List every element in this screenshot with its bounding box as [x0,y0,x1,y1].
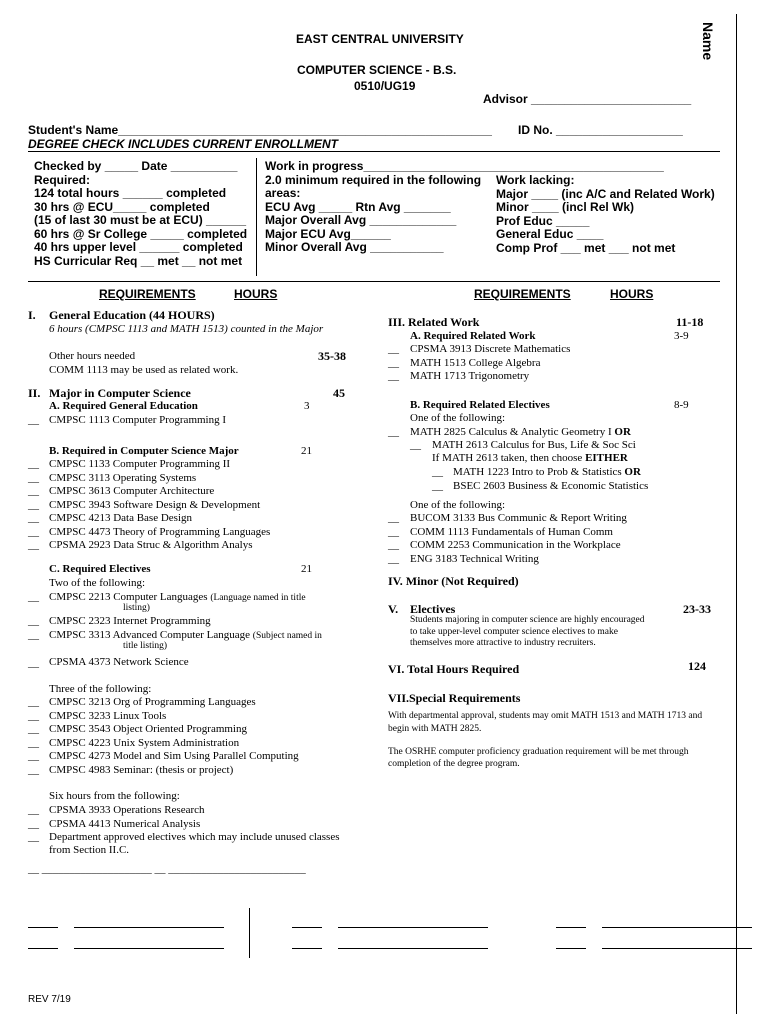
related-b-title: B. Required Related Electives [410,399,550,411]
math-2613-condition: If MATH 2613 taken, then choose EITHER [432,452,628,464]
list-item: Students majoring in computer science are highly encouraged [410,615,645,625]
right-requirements-header: REQUIREMENTS [474,287,571,301]
list-item: General Educ ____ [496,227,604,241]
checkbox-blank[interactable]: __ [410,439,421,451]
list-item: Major ECU Avg______ [265,226,391,241]
list-item: areas: [265,186,301,200]
signature-line[interactable] [556,948,586,949]
two-of-following: Two of the following: [49,577,146,589]
list-item: CMPSC 3213 Org of Programming Languages [49,696,256,708]
special-req-p1a: With departmental approval, students may omit MATH 1513 and MATH 1713 and [388,711,703,721]
checkbox-blank[interactable]: __ [388,539,399,551]
three-of-following: Three of the following: [49,683,152,695]
signature-line[interactable] [28,927,58,928]
checkbox-blank[interactable]: __ [28,709,39,722]
list-item: CMPSC 3233 Linux Tools [49,709,167,722]
revision-label: REV 7/19 [28,994,71,1005]
signature-line[interactable] [556,927,586,928]
section-1-number: I. [28,308,36,322]
special-req-p2b: completion of the degree program. [388,759,520,769]
checkbox-blank[interactable]: __ [28,696,39,708]
checkbox-blank[interactable]: __ [28,736,39,749]
list-item: 30 hrs @ ECU_____ completed [34,199,210,214]
list-item: CMPSC 1113 Computer Programming I [49,414,227,426]
signature-line[interactable] [292,948,322,949]
checkbox-blank[interactable]: __ [28,512,39,524]
checkbox-blank[interactable]: __ [432,466,443,478]
student-name-field[interactable]: Student's Name________________________________________________________ [28,123,492,137]
related-a-hours: 3-9 [674,330,689,342]
special-req-p1b: begin with MATH 2825. [388,724,482,734]
checkbox-blank[interactable]: __ [432,480,443,492]
list-item: Checked by _____ Date __________ [34,159,238,173]
list-item: CMPSC 4223 Unix System Administration [49,736,240,749]
checkbox-blank[interactable]: __ [388,356,399,369]
blank-entry-lines[interactable]: __ ____________________ __ _________________________ [28,863,306,875]
checkbox-blank[interactable]: __ [28,723,39,735]
signature-line[interactable] [338,927,488,928]
list-item: Major Overall Avg _____________ [265,213,457,227]
section-3-hours: 11-18 [676,315,704,329]
course-math-2613: MATH 2613 Calculus for Bus, Life & Soc Sci [432,439,636,451]
list-item: CPSMA 4413 Numerical Analysis [49,817,201,830]
signature-divider [249,908,250,958]
checkbox-blank[interactable]: __ [28,485,39,497]
list-item: Work in progress_____________________________________________ [265,159,664,173]
subsection-b-hours: 21 [301,445,312,457]
related-one-of: One of the following: [410,412,506,424]
six-hours-from: Six hours from the following: [49,790,180,802]
left-hours-header: HOURS [234,287,278,301]
list-item: (15 of last 30 must be at ECU) ______ [34,213,247,227]
checkbox-blank[interactable]: __ [28,763,39,776]
list-item: CMPSC 1133 Computer Programming II [49,458,231,470]
list-item: CMPSC 3543 Object Oriented Programming [49,723,247,735]
right-hours-header: HOURS [610,287,654,301]
list-item: CPSMA 3933 Operations Research [49,804,205,816]
list-item: 60 hrs @ Sr College _____ completed [34,226,248,241]
list-item: Department approved electives which may include unused classes [49,831,340,843]
checkbox-blank[interactable]: __ [388,552,399,565]
list-item: Required: [34,172,91,187]
checkbox-blank[interactable]: __ [28,591,39,603]
checkbox-blank[interactable]: __ [28,525,39,538]
list-item: CMPSC 3943 Software Design & Development [49,498,261,511]
list-item: 40 hrs upper level ______ completed [34,240,243,254]
list-item: BUCOM 3133 Bus Communic & Report Writing [410,512,627,524]
section-6-hours: 124 [688,659,706,673]
list-item: ENG 3183 Technical Writing [410,552,539,565]
course-2213-note-cont: listing) [123,603,150,613]
checkbox-blank[interactable]: __ [388,343,399,355]
advisor-field[interactable]: Advisor ________________________ [483,92,692,106]
section-2-title: Major in Computer Science [49,386,191,400]
checkbox-blank[interactable]: __ [28,498,39,511]
checkbox-blank[interactable]: __ [28,414,39,426]
checkbox-blank[interactable]: __ [28,817,39,830]
rule-checkbox-bottom [28,281,720,282]
list-item: HS Curricular Req __ met __ not met [34,253,243,268]
list-item: themselves more attractive to industry recruiters. [410,638,596,648]
checkbox-blank[interactable]: __ [388,512,399,524]
other-hours-label: Other hours needed [49,350,136,362]
side-name-label: Name [700,22,716,61]
checkbox-blank[interactable]: __ [28,471,39,484]
checkbox-blank[interactable]: __ [388,525,399,538]
subsection-c-title: C. Required Electives [49,563,151,575]
signature-line[interactable] [74,948,224,949]
course-math-2825: MATH 2825 Calculus & Analytic Geometry I OR [410,426,631,438]
subsection-c-hours: 21 [301,563,312,575]
side-vertical-rule [736,14,737,1014]
signature-line[interactable] [74,927,224,928]
list-item: MATH 1513 College Algebra [410,356,541,369]
checkbox-blank[interactable]: __ [28,615,39,627]
section-2-number: II. [28,386,41,400]
checkbox-blank[interactable]: __ [28,831,39,843]
related-a-title: A. Required Related Work [410,330,536,342]
list-item: Minor ____ (incl Rel Wk) [496,200,635,214]
list-item: Minor Overall Avg ___________ [265,240,444,254]
subsection-a-title: A. Required General Education [49,400,198,412]
list-item: Major ____ (inc A/C and Related Work) [496,186,715,201]
list-item: CPSMA 2923 Data Struc & Algorithm Analys [49,539,253,551]
list-item: ECU Avg _____ Rtn Avg _______ [265,199,451,214]
section-6-title: VI. Total Hours Required [388,662,520,676]
rule-top [28,151,720,152]
signature-line[interactable] [602,927,752,928]
checkbox-blank[interactable]: __ [28,657,39,669]
student-id-field[interactable]: ID No. ___________________ [518,123,683,137]
list-item: COMM 1113 Fundamentals of Human Comm [410,525,613,538]
course-math-1223: MATH 1223 Intro to Prob & Statistics OR [453,466,641,478]
degree-check-notice: DEGREE CHECK INCLUDES CURRENT ENROLLMENT [28,137,339,151]
section-5-title: Electives [410,602,456,616]
list-item: CMPSC 4983 Seminar: (thesis or project) [49,763,234,776]
subsection-b-title: B. Required in Computer Science Major [49,445,239,457]
list-item: CMPSC 4473 Theory of Programming Languages [49,525,271,538]
signature-line[interactable] [28,948,58,949]
section-2-hours: 45 [333,386,345,400]
course-3313-note-cont: title listing) [123,641,168,651]
program-code: 0510/UG19 [354,79,416,93]
course-bsec-2603: BSEC 2603 Business & Economic Statistics [453,480,649,492]
signature-line[interactable] [292,927,322,928]
course-cmpsc-3313: CMPSC 3313 Advanced Computer Language (Subject named in [49,629,322,641]
list-item: CMPSC 4273 Model and Sim Using Parallel Computing [49,750,299,762]
list-item: 2.0 minimum required in the following [265,172,482,187]
list-item: to take upper-level computer science electives to make [410,626,618,637]
list-item: CPSMA 3913 Discrete Mathematics [410,343,571,355]
special-req-p2a: The OSRHE computer proficiency graduation requirement will be met through [388,747,689,757]
course-cmpsc-2323: CMPSC 2323 Internet Programming [49,615,211,627]
checkbox-blank[interactable]: __ [28,539,39,551]
checkbox-divider [256,158,257,276]
checkbox-blank[interactable]: __ [28,458,39,470]
university-name: EAST CENTRAL UNIVERSITY [296,32,464,46]
program-title: COMPUTER SCIENCE - B.S. [297,63,457,77]
section-5-number: V. [388,602,399,616]
section-1-title: General Education (44 HOURS) [49,308,215,322]
signature-line[interactable] [338,948,488,949]
list-item: MATH 1713 Trigonometry [410,370,530,382]
section-3-title: III. Related Work [388,315,480,329]
checkbox-blank[interactable]: __ [28,804,39,816]
list-item: Prof Educ _____ [496,213,590,228]
list-item: COMM 2253 Communication in the Workplace [410,539,621,551]
section-1-note: 6 hours (CMPSC 1113 and MATH 1513) counted in the Major [49,323,324,335]
section-5-hours: 23-33 [683,602,711,616]
course-cpsma-4373: CPSMA 4373 Network Science [49,656,189,668]
subsection-a-hours: 3 [304,400,310,412]
course-cmpsc-2213: CMPSC 2213 Computer Languages (Language named in title [49,591,306,603]
section-4-title: IV. Minor (Not Required) [388,574,519,588]
list-item: Comp Prof ___ met ___ not met [496,240,676,255]
checkbox-blank[interactable]: __ [28,629,39,641]
comm-note: COMM 1113 may be used as related work. [49,364,239,376]
related-b-hours: 8-9 [674,399,689,411]
list-item: CMPSC 3613 Computer Architecture [49,485,215,497]
signature-line[interactable] [602,948,752,949]
six-hours-cont: from Section II.C. [49,844,130,856]
section-7-title: VII.Special Requirements [388,691,521,705]
list-item: Work lacking: [496,173,575,187]
checkbox-blank[interactable]: __ [28,750,39,762]
list-item: CMPSC 4213 Data Base Design [49,512,192,524]
list-item: CMPSC 3113 Operating Systems [49,471,197,484]
related-one-of-2: One of the following: [410,499,506,511]
other-hours-value: 35-38 [318,349,346,363]
checkbox-blank[interactable]: __ [388,370,399,382]
list-item: 124 total hours ______ completed [34,186,227,200]
left-requirements-header: REQUIREMENTS [99,287,196,301]
checkbox-blank[interactable]: __ [388,426,399,438]
